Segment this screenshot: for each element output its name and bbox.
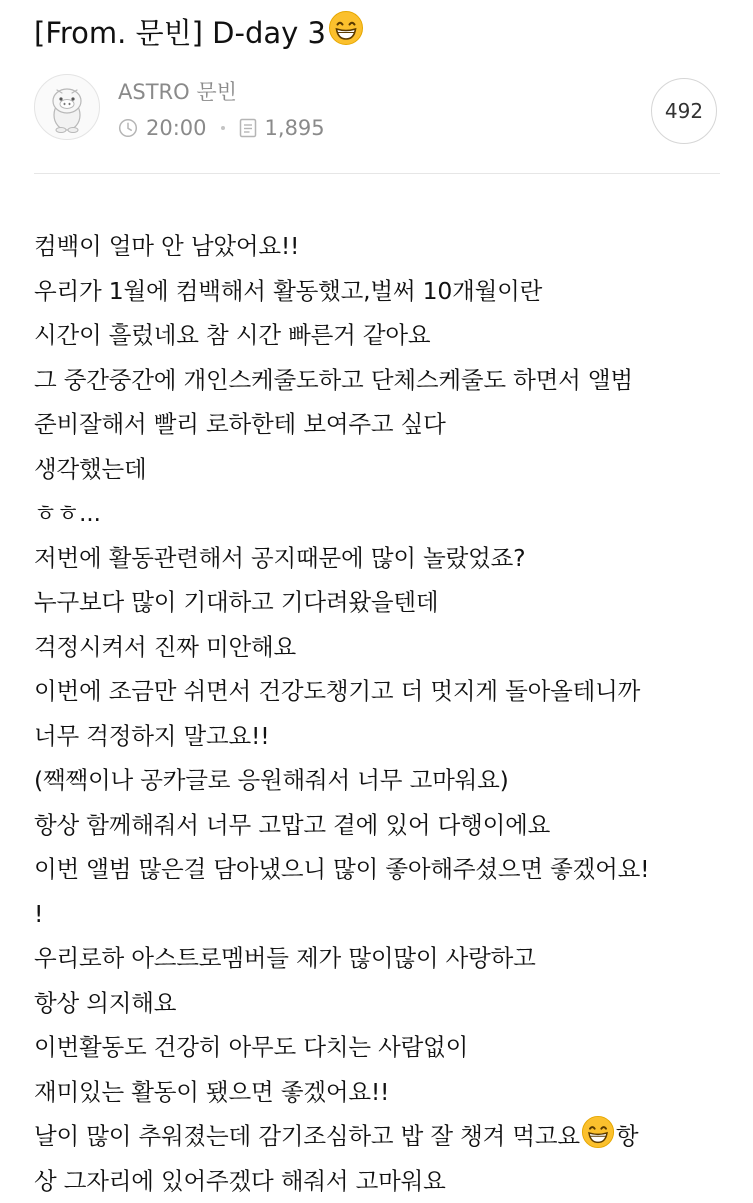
body-line: ㅎㅎ... (34, 491, 724, 536)
body-line: 상 그자리에 있어주겠다 해줘서 고마워요 (34, 1159, 724, 1203)
clock-icon (118, 118, 138, 138)
body-line: 걱정시켜서 진짜 미안해요 (34, 625, 724, 670)
body-line: 항상 의지해요 (34, 981, 724, 1026)
body-line: 이번에 조금만 쉬면서 건강도챙기고 더 멋지게 돌아올테니까 (34, 669, 724, 714)
body-line: 준비잘해서 빨리 로하한테 보여주고 싶다 (34, 402, 724, 447)
grinning-face-emoji-icon (581, 1115, 615, 1164)
penguin-mascot-icon (35, 75, 99, 139)
body-line: 우리가 1월에 컴백해서 활동했고,벌써 10개월이란 (34, 269, 724, 314)
view-count: 1,895 (265, 116, 325, 140)
body-line-text: 항 (616, 1122, 639, 1150)
body-line: 누구보다 많이 기대하고 기다려왔을텐데 (34, 580, 724, 625)
header-divider (34, 173, 720, 174)
body-line: 너무 걱정하지 말고요!! (34, 714, 724, 759)
body-line: 그 중간중간에 개인스케줄도하고 단체스케줄도 하면서 앨범 (34, 358, 724, 403)
body-line: 우리로하 아스트로멤버들 제가 많이많이 사랑하고 (34, 936, 724, 981)
body-line: ! (34, 892, 724, 937)
comment-count: 492 (665, 99, 703, 123)
body-line: (짹짹이나 공카글로 응원해줘서 너무 고마워요) (34, 758, 724, 803)
document-icon (239, 118, 257, 138)
body-line-with-emoji (34, 1114, 724, 1159)
body-line: 저번에 활동관련해서 공지때문에 많이 놀랐었죠? (34, 536, 724, 581)
meta-separator (221, 126, 225, 130)
post-title-text: [From. 문빈] D-day 3 (34, 16, 326, 50)
body-line: 생각했는데 (34, 447, 724, 492)
body-line-text: 날이 많이 추워졌는데 감기조심하고 밥 잘 챙겨 먹고요 (34, 1122, 580, 1150)
body-line: 시간이 흘렀네요 참 시간 빠른거 같아요 (34, 313, 724, 358)
post-meta (118, 113, 325, 143)
body-line: 이번 앨범 많은걸 담아냈으니 많이 좋아해주셨으면 좋겠어요! (34, 847, 724, 892)
avatar[interactable] (34, 74, 100, 140)
post-body (34, 224, 724, 1203)
body-line: 재미있는 활동이 됐으면 좋겠어요!! (34, 1070, 724, 1115)
post-time: 20:00 (146, 116, 207, 140)
body-line: 항상 함께해줘서 너무 고맙고 곁에 있어 다행이에요 (34, 803, 724, 848)
author-name[interactable]: ASTRO 문빈 (118, 78, 237, 106)
post-title (34, 10, 364, 58)
body-line: 컴백이 얼마 안 남았어요!! (34, 224, 724, 269)
body-line: 이번활동도 건강히 아무도 다치는 사람없이 (34, 1025, 724, 1070)
comment-count-button[interactable] (651, 78, 717, 144)
grinning-face-emoji-icon (328, 10, 364, 58)
